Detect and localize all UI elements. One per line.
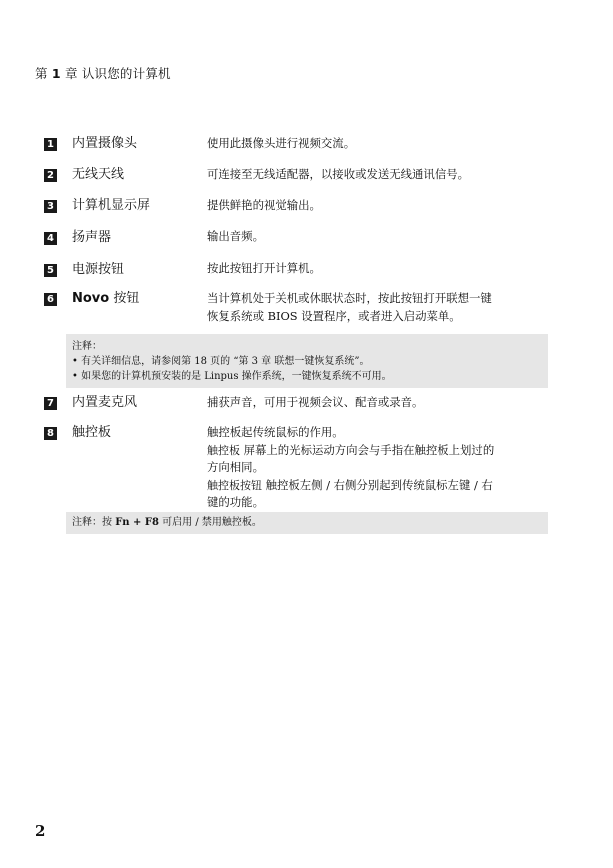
item-number-badge: 3 [44, 200, 57, 213]
item-title: 电源按钮 [72, 262, 125, 277]
item-description: 可连接至无线适配器，以接收或发送无线通讯信号。 [207, 167, 469, 181]
item-title: 无线天线 [72, 167, 125, 182]
item-number-badge: 7 [44, 397, 57, 410]
note-label: 注释： [72, 341, 102, 352]
touchpad-note: 注释：按 Fn + F8 可启用 / 禁用触控板。 [66, 512, 548, 534]
note-box [66, 334, 548, 388]
item-title: 计算机显示屏 [72, 198, 151, 213]
item-number-badge: 1 [44, 138, 57, 151]
desc-line: 键的功能。 [207, 495, 264, 509]
item-title-latin: Novo [72, 291, 110, 306]
desc-line: 触控板 屏幕上的光标运动方向会与手指在触控板上划过的 [207, 442, 495, 457]
item-number-badge: 6 [44, 293, 57, 306]
item-title: 内置麦克风 [72, 395, 138, 410]
item-description: 按此按钮打开计算机。 [207, 261, 321, 275]
desc-line: 当计算机处于关机或休眠状态时，按此按钮打开联想一键 [207, 291, 492, 305]
item-title: 触控板 [72, 425, 112, 440]
page-number: 2 [35, 822, 46, 840]
chapter-title: 章 认识您的计算机 [60, 66, 171, 81]
note-bullet: • 如果您的计算机预安装的是 Linpus 操作系统，一键恢复系统不可用。 [72, 371, 392, 382]
item-description: 输出音频。 [207, 229, 264, 243]
desc-line: 方向相同。 [207, 460, 264, 474]
item-number-badge: 2 [44, 169, 57, 182]
item-title: 内置摄像头 [72, 136, 138, 151]
note-bullet: • 有关详细信息，请参阅第 18 页的 “第 3 章 联想一键恢复系统”。 [72, 356, 370, 367]
item-number-badge: 4 [44, 232, 57, 245]
item-description: 使用此摄像头进行视频交流。 [207, 136, 356, 150]
chapter-number: 1 [51, 66, 61, 81]
item-title [72, 290, 139, 308]
item-title: 扬声器 [72, 230, 112, 245]
item-title-rest: 按钮 [109, 291, 140, 306]
note-label: 注释 [72, 517, 92, 528]
touchpad-term: 触控板 [207, 443, 240, 457]
key-combo: Fn + F8 [115, 517, 159, 528]
touchpad-button-term: 触控板按钮 [207, 478, 262, 492]
desc-line: 触控板起传统鼠标的作用。 [207, 425, 344, 439]
desc-line: 恢复系统或 BIOS 设置程序，或者进入启动菜单。 [207, 308, 461, 323]
desc-line: 触控板按钮 触控板左侧 / 右侧分别起到传统鼠标左键 / 右 [207, 477, 493, 492]
chapter-prefix: 第 [35, 66, 52, 81]
item-description: 捕获声音，可用于视频会议、配音或录音。 [207, 395, 424, 409]
item-description [207, 424, 543, 512]
item-number-badge: 8 [44, 427, 57, 440]
chapter-header [35, 64, 171, 82]
item-description [207, 290, 543, 325]
item-description: 提供鲜艳的视觉输出。 [207, 198, 321, 212]
item-number-badge: 5 [44, 264, 57, 277]
